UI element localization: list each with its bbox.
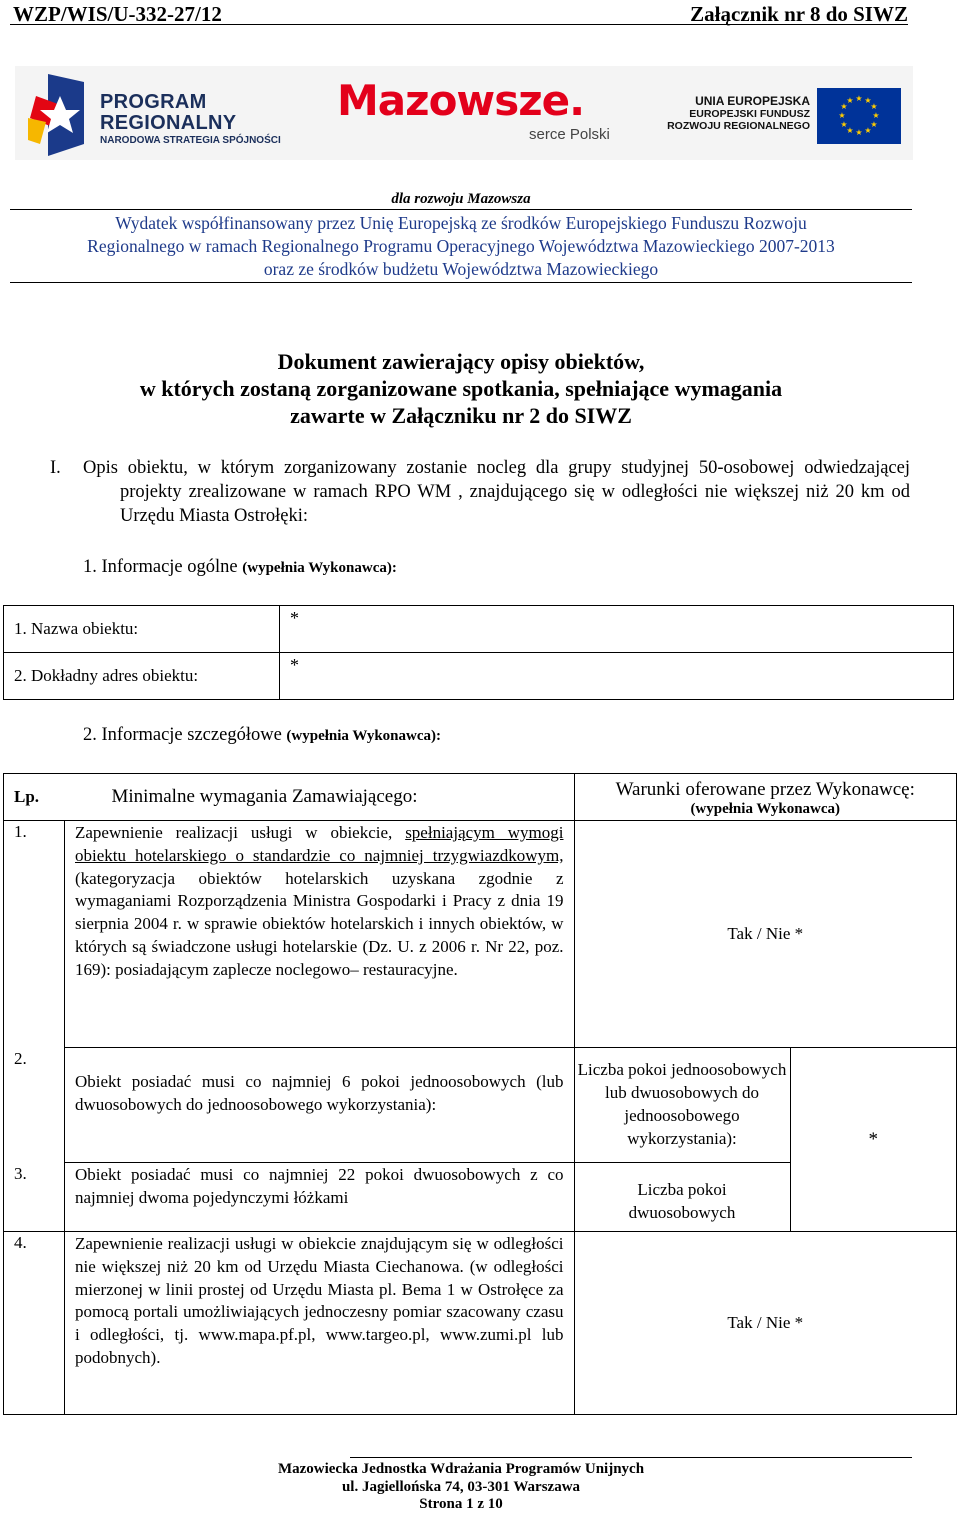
svg-text:★: ★ (870, 120, 878, 129)
req-text: Obiekt posiadać musi co najmniej 6 pokoi jednoosobowych (lub dwuosobowych do jednoosobowego wykorzystania): (75, 1072, 564, 1114)
tagline: dla rozwoju Mazowsza (391, 191, 531, 207)
cofinancing-line: Wydatek współfinansowany przez Unię Europejską ze środków Europejskiego Funduszu Rozwoju (115, 213, 807, 233)
cofinancing-note (0, 212, 922, 281)
svg-text:★: ★ (838, 111, 846, 120)
col-lp-header (4, 774, 65, 821)
table-row (4, 606, 954, 653)
cofinancing-line: oraz ze środków budżetu Województwa Mazowieckiego (263, 259, 659, 279)
footer-address: ul. Jagiellońska 74, 03-301 Warszawa (341, 1478, 581, 1495)
program-word: PROGRAM (100, 91, 207, 113)
header-rule (10, 24, 908, 25)
req-part: Zapewnienie realizacji usługi w obiekcie, (75, 823, 393, 842)
svg-text:★: ★ (846, 126, 854, 135)
col-offer-note: (wypełnia Wykonawca) (690, 800, 841, 817)
col-req-header: Minimalne wymagania Zamawiającego: (65, 774, 575, 821)
general-info-note: (wypełnia Wykonawca): (242, 560, 397, 576)
footer-institution: Mazowiecka Jednostka Wdrażania Programów Unijnych (277, 1461, 645, 1477)
svg-text:★: ★ (864, 126, 872, 135)
table-header-row (4, 774, 957, 821)
eu-line1: UNIA EUROPEJSKA (695, 94, 810, 108)
row-lp: 1. (4, 821, 65, 1048)
req-part: (kategoryzacja obiektów hotelarskich uzyskana zgodnie z wymaganiami Rozporządzenia Ministra Gospodarki i Pracy z dnia 19 sierpnia 2004 r. w sprawie obiektów hotelarskich i innych obiektów, w których są świadczone usługi hotelarskie (Dz. U. z 2006 r. Nr 22, poz. 169): posiadającym zaplecze noclegowo– restauracyjne. (75, 868, 564, 979)
eu-line2: EUROPEJSKI FUNDUSZ (689, 108, 810, 120)
document-title (0, 348, 922, 429)
eu-logo (660, 88, 905, 148)
double-rooms-label: Liczba pokoi dwuosobowych (574, 1163, 790, 1232)
col-offer-header (574, 774, 957, 821)
attachment-label: Załącznik nr 8 do SIWZ (690, 2, 908, 26)
svg-text:★: ★ (870, 102, 878, 111)
eu-flag-icon (817, 88, 901, 144)
requirements-table (3, 773, 957, 1415)
row-requirement (65, 1163, 575, 1232)
program-regionalny-logo (28, 72, 308, 160)
svg-text:★: ★ (846, 96, 854, 105)
page-number: Strona 1 z 10 (419, 1496, 503, 1512)
tagline-rule (10, 209, 912, 210)
footer-rule (350, 1457, 912, 1458)
detailed-info-heading (83, 725, 441, 746)
eu-line3: ROZWOJU REGIONALNEGO (667, 120, 810, 132)
row-lp: 2. (4, 1048, 65, 1163)
mazowsze-logo (337, 76, 627, 150)
svg-text:★: ★ (840, 120, 848, 129)
title-line: zawarte w Załączniku nr 2 do SIWZ (290, 403, 632, 428)
svg-text:★: ★ (855, 94, 863, 103)
detailed-info-title: 2. Informacje szczegółowe (83, 725, 282, 745)
footer (0, 1461, 922, 1514)
req-text: Obiekt posiadać musi co najmniej 22 pokoi dwuosobowych z co najmniej dwoma pojedynczymi łóżkami (75, 1165, 564, 1207)
program-regionalny-emblem-icon (28, 74, 84, 156)
document-reference: WZP/WIS/U-332-27/12 (13, 2, 222, 26)
single-rooms-label: Liczba pokoi jednoosobowych lub dwuosobowych do jednoosobowego wykorzystania): (574, 1048, 790, 1163)
svg-text:★: ★ (864, 96, 872, 105)
cofinancing-line: Regionalnego w ramach Regionalnego Programu Operacyjnego Województwa Mazowieckiego 2007-2013 (87, 236, 835, 256)
rooms-count-field[interactable]: * (790, 1048, 957, 1232)
mazowsze-word: Mazowsze. (337, 76, 585, 125)
object-name-label: 1. Nazwa obiektu: (4, 606, 280, 653)
general-info-heading (83, 557, 397, 578)
table-row (4, 1232, 957, 1415)
cofinancing-rule (10, 282, 912, 283)
svg-text:★: ★ (855, 128, 863, 137)
object-name-field[interactable]: * (280, 606, 954, 653)
table-row (4, 821, 957, 1048)
title-line: w których zostaną zorganizowane spotkania, spełniające wymagania (139, 376, 783, 401)
req-part-underlined: spełniającym wymogi obiektu hotelarskiego o standardzie co najmniej trzygwiazdkowym, (75, 823, 564, 865)
col-offer-label: Warunki oferowane przez Wykonawcę: (615, 778, 915, 800)
section-1 (50, 456, 910, 528)
detailed-info-note: (wypełnia Wykonawca): (286, 728, 441, 744)
section-text: Opis obiektu, w którym zorganizowany zostanie nocleg dla grupy studyjnej 50-osobowej odwiedzającej projekty zrealizowane w ramach RPO WM , znajdującego się w odległości nie większej niż 20 km od Urzędu Miasta Ostrołęki: (83, 458, 910, 526)
section-number: I. (50, 458, 61, 478)
regionalny-word: REGIONALNY (100, 112, 237, 134)
general-info-table (3, 605, 954, 700)
row-offer-choice[interactable]: Tak / Nie * (574, 1232, 957, 1415)
svg-text:★: ★ (872, 111, 880, 120)
col-lp-label: Lp. (14, 787, 40, 806)
row-requirement (65, 1048, 575, 1163)
svg-text:★: ★ (840, 102, 848, 111)
row-requirement (65, 1232, 575, 1415)
object-address-field[interactable]: * (280, 653, 954, 700)
object-address-label: 2. Dokładny adres obiektu: (4, 653, 280, 700)
row-offer-choice[interactable]: Tak / Nie * (574, 821, 957, 1048)
title-line: Dokument zawierający opisy obiektów, (277, 349, 645, 374)
row-lp: 3. (4, 1163, 65, 1232)
nss-word: NARODOWA STRATEGIA SPÓJNOŚCI (100, 135, 281, 146)
table-row (4, 653, 954, 700)
req-text: Zapewnienie realizacji usługi w obiekcie znajdującym się w odległości nie większej niż 20 km od Urzędu Miasta Ciechanowa. (w odległości mierzonej w linii prostej od Urzędu Miasta pl. Bema 1 w Ostrołęce za pomocą portali umożliwiających jednoczesny pomiar szacowany czasu i odległości, tj. www.mapa.pf.pl, www.targeo.pl, www.zumi.pl lub podobnych). (75, 1234, 564, 1367)
mazowsze-subtitle: serce Polski (529, 126, 610, 143)
row-lp: 4. (4, 1232, 65, 1415)
table-row (4, 1048, 957, 1163)
general-info-title: 1. Informacje ogólne (83, 557, 238, 577)
row-requirement (65, 821, 575, 1048)
